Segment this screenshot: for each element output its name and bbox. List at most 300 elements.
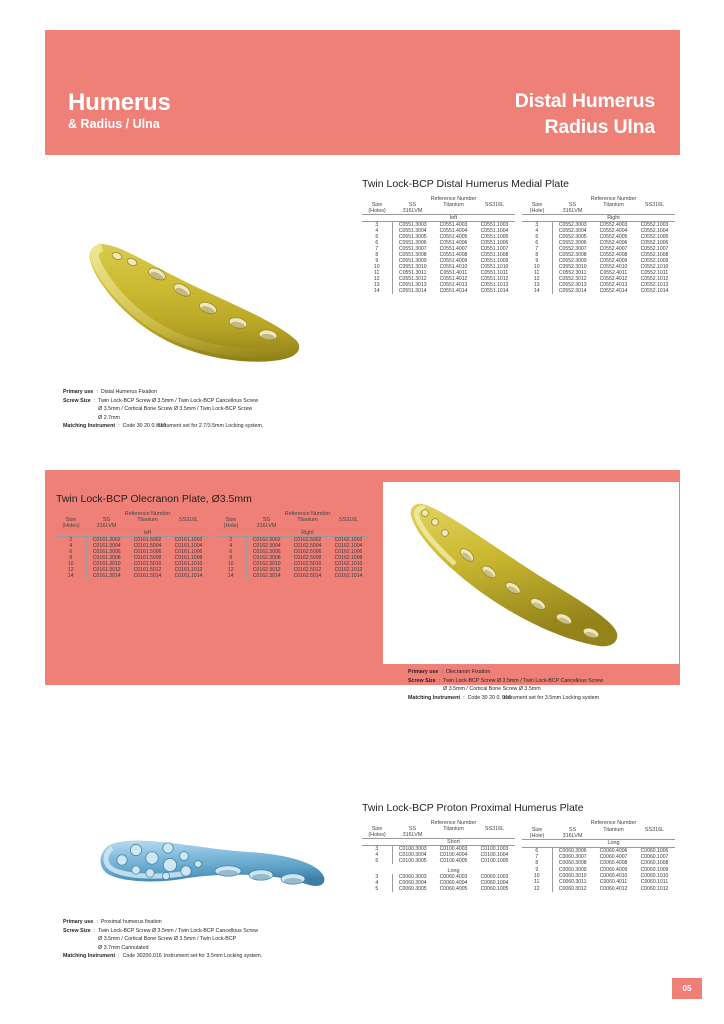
cell-titanium: C0552.4012 xyxy=(599,276,628,282)
primary-use-value: Olecranon Fixation xyxy=(445,669,491,675)
cell-ss: C0552.3009 xyxy=(558,258,587,264)
cell-ss: C0552.3011 xyxy=(559,270,587,276)
table-row xyxy=(362,288,515,294)
cell-ss: C0552.3005 xyxy=(558,234,587,240)
cell-size: 3 xyxy=(522,222,552,229)
cell-ss: C0552.3003 xyxy=(558,222,587,228)
cell-ss316l: C0552.1009 xyxy=(640,258,669,264)
cell-ss: C0551.3014 xyxy=(398,288,427,294)
col-header-ss316l: SS316L xyxy=(484,826,505,832)
caption-proximal-humerus-plate: Primary use : Proximal humerus fixation Screw Size : Twin Lock-BCP Screw Ø 3.5mm / Twin Lock-BCP Cancellous Screw Ø 3.5mm / Cortical Bone Screw Ø 3.5mm / Twin Lock-BCP Ø 3.7mm Cannulated Matching Instrument : Code 30200.016 Instrument set for 3.5mm Locking system. xyxy=(63,919,263,960)
cell-titanium: C0551.4011 xyxy=(439,270,468,276)
cell-titanium: C0551.4006 xyxy=(439,240,468,246)
screw-size-line2: Ø 3.5mm / Cortical Bone Screw Ø 3.5mm / Twin Lock-BCP xyxy=(98,936,237,943)
cell-ss316l: C0100.1004 xyxy=(480,852,509,858)
cell-ss316l: C0161.1008 xyxy=(174,555,203,561)
cell-size: 4 xyxy=(216,543,246,549)
cell-ss316l: C0551.1006 xyxy=(480,240,509,246)
cell-titanium: C0552.4008 xyxy=(599,252,628,258)
col-header-size: Size xyxy=(531,202,543,208)
matching-instrument-label: Matching Instrument xyxy=(63,423,116,430)
col-header-size: Size xyxy=(371,826,383,832)
screw-size-line3: Ø 2.7mm xyxy=(98,414,120,421)
col-header-size-unit: (Holes) xyxy=(368,208,386,214)
cell-size: 14 xyxy=(216,573,246,579)
reference-table-left xyxy=(362,196,515,294)
cell-size: 4 xyxy=(362,228,392,234)
cell-titanium: C0161.5012 xyxy=(133,567,162,573)
cell-ss316l: C0060.1006 xyxy=(640,847,669,854)
cell-size: 8 xyxy=(522,252,552,258)
cell-ss: C0060.3007 xyxy=(558,854,587,861)
cell-titanium: C0060.4004 xyxy=(439,880,468,886)
cell-titanium: C0162.5004 xyxy=(293,543,322,549)
cell-ss: C0162.3004 xyxy=(252,543,281,549)
cell-titanium: C0551.4007 xyxy=(439,246,468,252)
screw-size-label: Screw Size xyxy=(408,677,436,684)
col-header-ss: SS xyxy=(568,202,577,208)
matching-instrument-label: Matching Instrument xyxy=(63,953,116,960)
cell-size: 7 xyxy=(522,246,552,252)
cell-size: 2 xyxy=(216,537,246,544)
cell-ss: C0551.3006 xyxy=(398,240,427,246)
cell-titanium: C0100.4003 xyxy=(439,846,468,852)
reference-table-right xyxy=(522,196,675,294)
section-distal-humerus-medial-plate xyxy=(362,178,682,294)
cell-ss316l: C0100.1003 xyxy=(480,846,509,852)
cell-size: 5 xyxy=(362,858,392,864)
col-header-size: Size xyxy=(371,202,383,208)
cell-titanium: C0551.4005 xyxy=(439,234,468,240)
cell-titanium: C0060.4005 xyxy=(439,886,468,892)
cell-size: 5 xyxy=(362,886,392,892)
cell-ss: C0552.3013 xyxy=(558,282,587,288)
product-image-olecranon-plate xyxy=(383,482,679,664)
cell-titanium: C0552.4010 xyxy=(599,264,628,270)
cell-ss316l: C0551.1009 xyxy=(480,258,509,264)
cell-ss: C0060.3004 xyxy=(398,880,427,886)
cell-ss316l: C0162.1012 xyxy=(334,567,363,573)
cell-ss: C0551.3010 xyxy=(398,264,427,270)
cell-ss: C0060.3003 xyxy=(398,874,427,880)
cell-size: 5 xyxy=(362,234,392,240)
cell-size: 9 xyxy=(522,867,552,873)
cell-ss316l: C0551.1012 xyxy=(480,276,509,282)
screw-size-line1: Twin Lock-BCP Screw Ø 3.5mm / Twin Lock-BCP Cancellous Screw xyxy=(443,677,604,684)
primary-use-label: Primary use xyxy=(408,669,439,675)
product-image-proximal-humerus-plate xyxy=(78,818,334,910)
band-label-right: Right xyxy=(552,215,675,222)
product-image-distal-humerus-medial-plate xyxy=(62,222,352,367)
rows-right xyxy=(522,222,675,295)
cell-ss: C0551.3012 xyxy=(398,276,427,282)
cell-ss316l: C0552.1008 xyxy=(640,252,669,258)
col-header-reference-number: Reference Number xyxy=(590,196,637,202)
cell-ss: C0161.3002 xyxy=(92,537,121,543)
cell-ss: C0552.3008 xyxy=(558,252,587,258)
cell-size: 10 xyxy=(522,264,552,270)
cell-titanium: C0100.4005 xyxy=(439,858,468,864)
cell-size: 2 xyxy=(56,537,86,544)
cell-ss316l: C0551.1013 xyxy=(480,282,509,288)
band-label-long: Long xyxy=(552,840,675,847)
band-label-left: left xyxy=(86,530,209,537)
cell-ss: C0552.3006 xyxy=(558,240,587,246)
cell-titanium: C0552.4005 xyxy=(599,234,628,240)
col-header-size-unit: (Hole) xyxy=(529,208,545,214)
cell-ss316l: C0162.1002 xyxy=(334,537,363,543)
section-title: Twin Lock-BCP Proton Proximal Humerus Plate xyxy=(362,802,584,814)
matching-instrument-value: Instrument set for 2.7/3.5mm Locking system. xyxy=(156,423,264,430)
cell-ss: C0162.3012 xyxy=(252,567,281,573)
col-header-ss: SS xyxy=(408,826,417,832)
primary-use-label: Primary use xyxy=(63,389,94,395)
cell-ss: C0162.3014 xyxy=(252,573,281,579)
cell-ss316l: C0060.1005 xyxy=(480,886,509,892)
cell-ss316l: C0060.1008 xyxy=(640,860,669,867)
reference-table-left xyxy=(56,511,209,579)
col-header-size-unit: (Holes) xyxy=(62,523,80,529)
cell-ss316l: C0552.1004 xyxy=(640,228,669,234)
cell-size: 12 xyxy=(216,567,246,573)
col-header-ss316l: SS316L xyxy=(484,202,505,208)
cell-titanium: C0162.5010 xyxy=(293,561,322,567)
screw-size-line2: Ø 3.5mm / Cortical Bone Screw Ø 3.5mm / Twin Lock-BCP Screw xyxy=(98,406,253,413)
col-header-size-unit: (Hole) xyxy=(529,832,545,839)
col-header-ss-sub: 316LVM xyxy=(256,523,277,529)
cell-titanium: C0551.4012 xyxy=(439,276,468,282)
cell-ss: C0100.3004 xyxy=(398,852,427,858)
cell-ss316l: C0551.1005 xyxy=(480,234,509,240)
rows-right xyxy=(216,537,369,580)
cell-titanium: C0161.5004 xyxy=(133,543,162,549)
cell-size: 8 xyxy=(362,252,392,258)
cell-ss316l: C0060.1007 xyxy=(640,854,669,861)
col-header-reference-number: Reference Number xyxy=(284,511,331,517)
col-header-ss-sub: 316LVM xyxy=(562,208,583,214)
cell-titanium: C0162.5008 xyxy=(293,555,322,561)
screw-size-label: Screw Size xyxy=(63,397,91,404)
cell-ss: C0161.3014 xyxy=(92,573,121,579)
reference-table-right xyxy=(522,820,675,892)
cell-size: 6 xyxy=(522,847,552,854)
cell-titanium: C0162.5014 xyxy=(293,573,322,579)
cell-ss: C0060.3010 xyxy=(558,873,587,880)
cell-size: 13 xyxy=(522,282,552,288)
band-label-long: Long xyxy=(447,868,460,874)
cell-ss316l: C0162.1014 xyxy=(334,573,363,579)
cell-ss: C0551.3007 xyxy=(398,246,427,252)
col-header-ss-sub: 316LVM xyxy=(402,208,423,214)
table-row xyxy=(522,288,675,294)
rows-left-long xyxy=(362,874,515,892)
cell-ss316l: C0551.1011 xyxy=(480,270,509,276)
cell-titanium: C0551.4004 xyxy=(439,228,468,234)
band-label-short: Short xyxy=(392,839,515,846)
cell-size: 8 xyxy=(56,555,86,561)
cell-ss316l: C0551.1010 xyxy=(480,264,509,270)
cell-titanium: C0060.4009 xyxy=(599,866,628,873)
matching-instrument-label: Matching Instrument xyxy=(408,694,461,701)
col-header-reference-number: Reference Number xyxy=(430,196,477,202)
cell-ss: C0552.3010 xyxy=(558,264,587,270)
matching-instrument-code: Code 30 20 0. 016 xyxy=(122,423,167,430)
col-header-size-unit: (Hole) xyxy=(223,523,239,529)
cell-ss316l: C0161.1012 xyxy=(174,567,203,573)
cell-ss: C0551.3004 xyxy=(398,228,427,234)
cell-ss316l: C0161.1002 xyxy=(174,537,203,543)
cell-ss: C0162.3008 xyxy=(252,555,281,561)
cell-ss316l: C0551.1008 xyxy=(480,252,509,258)
cell-size: 3 xyxy=(362,222,392,229)
cell-ss: C0552.3012 xyxy=(558,276,587,282)
cell-titanium: C0060.4008 xyxy=(599,860,628,867)
page-number-badge: 05 xyxy=(672,978,702,999)
cell-ss316l: C0552.1005 xyxy=(640,234,669,240)
cell-titanium: C0060.4006 xyxy=(599,847,628,854)
col-header-size: Size xyxy=(225,517,237,523)
cell-ss316l: C0161.1006 xyxy=(174,549,203,555)
cell-ss: C0551.3009 xyxy=(398,258,427,264)
cell-ss: C0551.3008 xyxy=(398,252,427,258)
cell-titanium: C0552.4004 xyxy=(599,228,628,234)
cell-titanium: C0552.4011 xyxy=(599,270,628,276)
cell-size: 14 xyxy=(362,288,392,294)
table-row xyxy=(56,573,209,579)
cell-titanium: C0552.4003 xyxy=(599,222,628,228)
cell-ss: C0161.3010 xyxy=(92,561,121,567)
col-header-reference-number: Reference Number xyxy=(124,511,171,517)
cell-ss316l: C0162.1010 xyxy=(334,561,363,567)
cell-titanium: C0060.4007 xyxy=(599,854,628,861)
section-title: Twin Lock-BCP Olecranon Plate, Ø3.5mm xyxy=(56,493,252,505)
cell-titanium: C0162.5002 xyxy=(293,537,322,543)
matching-instrument-value: Instrument set for 3.5mm Locking system xyxy=(502,694,600,701)
cell-titanium: C0161.5002 xyxy=(133,537,162,543)
cell-ss: C0060.3009 xyxy=(558,866,587,873)
cell-ss: C0551.3013 xyxy=(398,282,427,288)
cell-size: 8 xyxy=(522,860,552,866)
col-header-ss316l: SS316L xyxy=(178,517,199,523)
cell-size: 12 xyxy=(56,567,86,573)
col-header-reference-number: Reference Number xyxy=(590,820,637,827)
primary-use-value: Distal Humerus Fixation xyxy=(100,389,158,395)
col-header-reference-number: Reference Number xyxy=(430,820,477,826)
cell-ss: C0162.3010 xyxy=(252,561,281,567)
screw-size-line3: Ø 3.7mm Cannulated xyxy=(98,944,149,951)
cell-ss316l: C0552.1013 xyxy=(640,282,669,288)
header-right-group xyxy=(515,88,655,141)
matching-instrument-value: Instrument set for 3.5mm Locking system. xyxy=(163,953,263,960)
cell-size: 10 xyxy=(216,561,246,567)
cell-size: 3 xyxy=(362,846,392,853)
cell-titanium: C0060.4011 xyxy=(599,879,628,886)
screw-size-line1: Twin Lock-BCP Screw Ø 3.5mm / Twin Lock-BCP Cancellous Screw xyxy=(98,397,259,404)
cell-ss: C0060.3006 xyxy=(558,847,587,854)
cell-titanium: C0060.4010 xyxy=(599,873,628,880)
cell-ss316l: C0552.1011 xyxy=(640,270,669,276)
cell-titanium: C0161.5014 xyxy=(133,573,162,579)
col-header-ss: SS xyxy=(568,826,577,833)
cell-ss316l: C0551.1007 xyxy=(480,246,509,252)
col-header-ss-sub: 316LVM xyxy=(96,523,117,529)
cell-size: 6 xyxy=(56,549,86,555)
col-header-titanium: Titanium xyxy=(137,517,158,523)
caption-olecranon-plate: Primary use : Olecranon Fixation Screw Size : Twin Lock-BCP Screw Ø 3.5mm / Twin Lock-BCP Cancellous Screw Ø 3.5mm / Cortical Bone Screw Ø 3.5mm Matching Instrument : Code 30 20 0. 016 Instrument set for 3.5mm Locking system xyxy=(408,669,604,701)
primary-use-value: Proximal humerus fixation xyxy=(100,919,162,925)
col-header-ss: SS xyxy=(102,517,111,523)
col-header-size-unit: (Holes) xyxy=(368,832,386,838)
band-label-right: Right xyxy=(246,530,369,537)
header-title: Humerus xyxy=(68,89,171,116)
cell-size: 10 xyxy=(56,561,86,567)
cell-size: 14 xyxy=(56,573,86,579)
cell-titanium: C0551.4010 xyxy=(439,264,468,270)
cell-titanium: C0161.5010 xyxy=(133,561,162,567)
cell-titanium: C0552.4007 xyxy=(599,246,628,252)
cell-size: 7 xyxy=(522,854,552,860)
section-olecranon-plate xyxy=(56,493,386,579)
cell-ss: C0060.3011 xyxy=(559,879,587,886)
rows-left xyxy=(362,222,515,295)
rows-right xyxy=(522,847,675,892)
cell-ss: C0162.3006 xyxy=(252,549,281,555)
cell-ss: C0552.3007 xyxy=(558,246,587,252)
cell-ss: C0161.3004 xyxy=(92,543,121,549)
cell-titanium: C0552.4009 xyxy=(599,258,628,264)
cell-ss: C0162.3002 xyxy=(252,537,281,543)
cell-titanium: C0551.4003 xyxy=(439,222,468,228)
cell-ss316l: C0551.1003 xyxy=(480,222,509,228)
cell-size: 8 xyxy=(216,555,246,561)
cell-ss316l: C0161.1010 xyxy=(174,561,203,567)
col-header-ss316l: SS316L xyxy=(644,202,665,208)
col-header-ss: SS xyxy=(262,517,271,523)
col-header-size: Size xyxy=(65,517,77,523)
cell-ss: C0161.3006 xyxy=(92,549,121,555)
cell-titanium: C0060.4012 xyxy=(599,885,628,892)
header-right-line2: Radius Ulna xyxy=(544,116,655,139)
cell-titanium: C0551.4008 xyxy=(439,252,468,258)
page-header-banner xyxy=(45,30,680,155)
cell-titanium: C0060.4003 xyxy=(439,874,468,880)
cell-size: 6 xyxy=(362,240,392,246)
cell-ss: C0060.3005 xyxy=(398,886,427,892)
cell-titanium: C0552.4013 xyxy=(599,282,628,288)
matching-instrument-code: Code 30200.016 xyxy=(122,953,162,960)
cell-ss: C0551.3005 xyxy=(398,234,427,240)
cell-size: 6 xyxy=(522,240,552,246)
section-title: Twin Lock-BCP Distal Humerus Medial Plate xyxy=(362,178,569,190)
col-header-ss316l: SS316L xyxy=(338,517,359,523)
cell-ss316l: C0552.1007 xyxy=(640,246,669,252)
cell-ss316l: C0162.1006 xyxy=(334,549,363,555)
col-header-ss-sub: 316LVM xyxy=(562,832,583,839)
cell-ss316l: C0060.1012 xyxy=(640,885,669,892)
cell-ss: C0060.3008 xyxy=(558,860,587,867)
cell-ss316l: C0552.1014 xyxy=(640,288,669,294)
table-row xyxy=(522,847,675,854)
table-row xyxy=(362,886,515,892)
reference-table-right xyxy=(216,511,369,579)
section-proton-proximal-humerus-plate xyxy=(362,802,682,892)
cell-titanium: C0552.4006 xyxy=(599,240,628,246)
table-row xyxy=(522,886,675,892)
screw-size-label: Screw Size xyxy=(63,927,91,934)
col-header-titanium: Titanium xyxy=(603,826,624,833)
band-label-left: left xyxy=(392,215,515,222)
col-header-ss-sub: 316LVM xyxy=(402,832,423,838)
cell-ss: C0552.3014 xyxy=(558,288,587,294)
cell-titanium: C0551.4014 xyxy=(439,288,468,294)
header-left-group xyxy=(68,90,171,131)
cell-size: 11 xyxy=(522,879,552,885)
cell-ss: C0100.3005 xyxy=(398,858,427,864)
primary-use-label: Primary use xyxy=(63,919,94,925)
cell-ss316l: C0162.1008 xyxy=(334,555,363,561)
cell-ss316l: C0552.1012 xyxy=(640,276,669,282)
cell-size: 14 xyxy=(522,288,552,294)
cell-ss316l: C0060.1009 xyxy=(640,866,669,873)
cell-ss316l: C0161.1014 xyxy=(174,573,203,579)
cell-size: 6 xyxy=(216,549,246,555)
matching-instrument-code: Code 30 20 0. 016 xyxy=(467,694,512,701)
cell-ss: C0161.3008 xyxy=(92,555,121,561)
cell-size: 10 xyxy=(522,873,552,879)
cell-size: 12 xyxy=(522,886,552,892)
cell-ss: C0060.3012 xyxy=(558,885,587,892)
cell-size: 9 xyxy=(362,258,392,264)
cell-size: 13 xyxy=(362,282,392,288)
cell-titanium: C0100.4004 xyxy=(439,852,468,858)
col-header-ss316l: SS316L xyxy=(644,826,665,833)
cell-size: 9 xyxy=(522,258,552,264)
cell-ss316l: C0060.1010 xyxy=(640,873,669,880)
screw-size-line2: Ø 3.5mm / Cortical Bone Screw Ø 3.5mm xyxy=(443,686,541,693)
cell-size: 4 xyxy=(362,880,392,886)
cell-size: 4 xyxy=(56,543,86,549)
cell-ss: C0552.3004 xyxy=(558,228,587,234)
col-header-titanium: Titanium xyxy=(443,202,464,208)
cell-ss: C0551.3003 xyxy=(398,222,427,228)
col-header-titanium: Titanium xyxy=(603,202,624,208)
cell-size: 10 xyxy=(362,264,392,270)
cell-ss316l: C0552.1003 xyxy=(640,222,669,228)
caption-distal-humerus-medial-plate: Primary use : Distal Humerus Fixation Screw Size : Twin Lock-BCP Screw Ø 3.5mm / Twin Lock-BCP Cancellous Screw Ø 3.5mm / Cortical Bone Screw Ø 3.5mm / Twin Lock-BCP Screw Ø 2.7mm Matching Instrument : Code 30 20 0. 016 Instrument set for 2.7/3.5mm Locking system. xyxy=(63,389,264,430)
screw-size-line1: Twin Lock-BCP Screw Ø 3.5mm / Twin Lock-BCP Cancellous Screw xyxy=(98,927,259,934)
cell-ss: C0100.3003 xyxy=(398,846,427,852)
cell-size: 4 xyxy=(522,228,552,234)
header-subtitle: & Radius / Ulna xyxy=(68,117,160,132)
cell-titanium: C0161.5006 xyxy=(133,549,162,555)
cell-titanium: C0162.5006 xyxy=(293,549,322,555)
cell-ss316l: C0060.1011 xyxy=(640,879,669,886)
cell-size: 12 xyxy=(522,276,552,282)
col-header-titanium: Titanium xyxy=(297,517,318,523)
cell-size: 12 xyxy=(362,276,392,282)
cell-ss316l: C0060.1003 xyxy=(480,874,509,880)
cell-size: 3 xyxy=(362,874,392,880)
cell-size: 11 xyxy=(522,270,552,276)
cell-titanium: C0162.5012 xyxy=(293,567,322,573)
cell-titanium: C0161.5008 xyxy=(133,555,162,561)
cell-titanium: C0551.4009 xyxy=(439,258,468,264)
cell-ss316l: C0552.1006 xyxy=(640,240,669,246)
cell-titanium: C0551.4013 xyxy=(439,282,468,288)
rows-left-short xyxy=(362,846,515,865)
reference-table-left xyxy=(362,820,515,892)
cell-ss316l: C0552.1010 xyxy=(640,264,669,270)
